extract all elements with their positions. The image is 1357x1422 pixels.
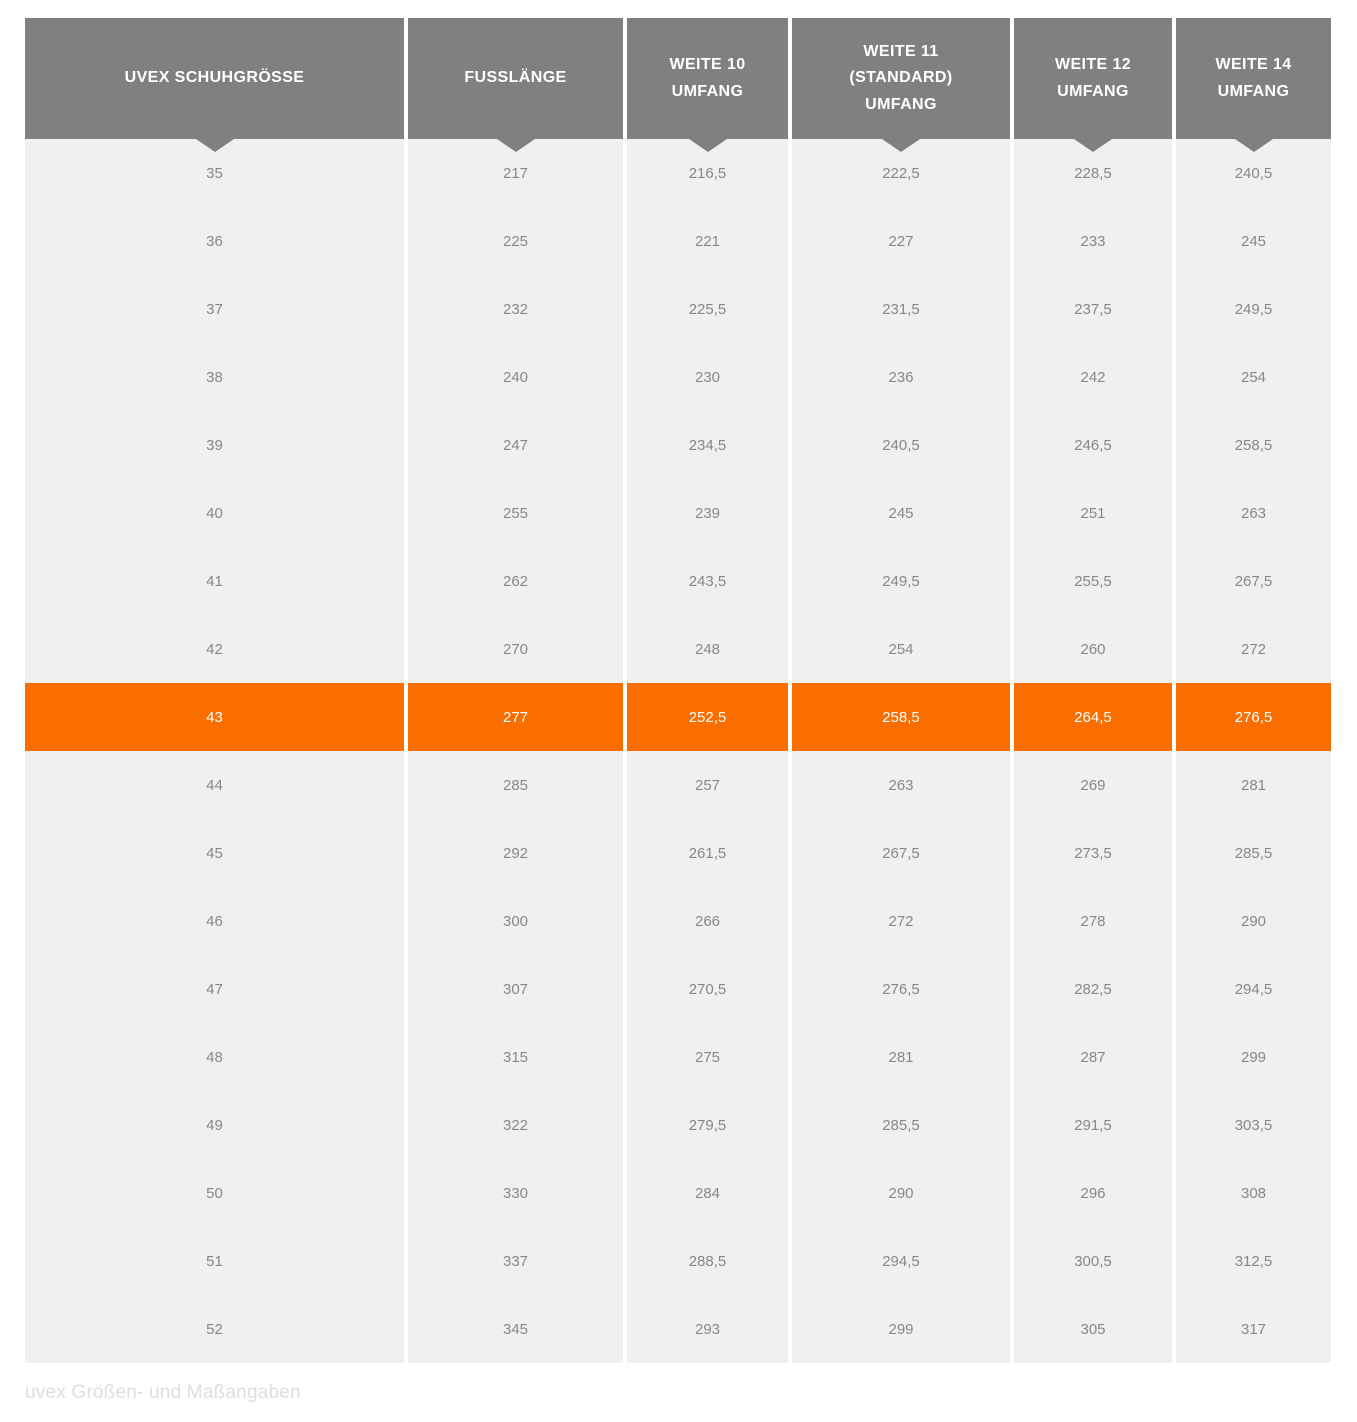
table-cell: 276,5 [792, 955, 1010, 1023]
table-row [25, 819, 1331, 887]
table-cell: 270 [408, 615, 623, 683]
table-cell: 228,5 [1014, 139, 1172, 207]
table-cell: 231,5 [792, 275, 1010, 343]
table-header-row [25, 18, 1331, 139]
column-header-label: WEITE 10 UMFANG [669, 56, 746, 100]
table-cell: 217 [408, 139, 623, 207]
table-row [25, 1091, 1331, 1159]
table-cell: 36 [25, 207, 404, 275]
table-cell: 290 [1176, 887, 1331, 955]
table-cell: 294,5 [1176, 955, 1331, 1023]
table-cell: 262 [408, 547, 623, 615]
table-cell: 239 [627, 479, 788, 547]
table-cell: 243,5 [627, 547, 788, 615]
table-cell: 39 [25, 411, 404, 479]
table-cell: 225,5 [627, 275, 788, 343]
table-cell: 276,5 [1176, 683, 1331, 751]
table-cell: 266 [627, 887, 788, 955]
table-cell: 312,5 [1176, 1227, 1331, 1295]
table-row [25, 1023, 1331, 1091]
table-cell: 291,5 [1014, 1091, 1172, 1159]
table-cell: 42 [25, 615, 404, 683]
table-cell: 245 [792, 479, 1010, 547]
column-header [1176, 18, 1331, 139]
table-row [25, 479, 1331, 547]
table-cell: 299 [1176, 1023, 1331, 1091]
table-cell: 269 [1014, 751, 1172, 819]
size-table [25, 18, 1331, 1363]
column-header-label: WEITE 11 (STANDARD) UMFANG [849, 42, 953, 113]
table-cell: 222,5 [792, 139, 1010, 207]
table-cell: 272 [1176, 615, 1331, 683]
table-cell: 44 [25, 751, 404, 819]
table-cell: 305 [1014, 1295, 1172, 1363]
table-cell: 255 [408, 479, 623, 547]
triangle-down-icon [882, 139, 920, 152]
table-cell: 221 [627, 207, 788, 275]
table-cell: 263 [792, 751, 1010, 819]
column-header-label: FUSSLÄNGE [464, 69, 567, 87]
table-cell: 290 [792, 1159, 1010, 1227]
table-cell: 282,5 [1014, 955, 1172, 1023]
table-cell: 41 [25, 547, 404, 615]
triangle-down-icon [689, 139, 727, 152]
table-cell: 281 [1176, 751, 1331, 819]
table-cell: 263 [1176, 479, 1331, 547]
table-cell: 287 [1014, 1023, 1172, 1091]
table-row [25, 1159, 1331, 1227]
table-cell: 249,5 [1176, 275, 1331, 343]
table-cell: 288,5 [627, 1227, 788, 1295]
table-cell: 240,5 [792, 411, 1010, 479]
table-cell: 317 [1176, 1295, 1331, 1363]
table-caption: uvex Größen- und Maßangaben [25, 1382, 301, 1403]
table-cell: 264,5 [1014, 683, 1172, 751]
table-row [25, 547, 1331, 615]
table-cell: 330 [408, 1159, 623, 1227]
table-cell: 267,5 [1176, 547, 1331, 615]
table-row [25, 887, 1331, 955]
table-cell: 284 [627, 1159, 788, 1227]
table-row [25, 1227, 1331, 1295]
table-cell: 345 [408, 1295, 623, 1363]
table-cell: 285 [408, 751, 623, 819]
table-cell: 38 [25, 343, 404, 411]
table-cell: 292 [408, 819, 623, 887]
table-cell: 227 [792, 207, 1010, 275]
table-cell: 285,5 [792, 1091, 1010, 1159]
table-cell: 52 [25, 1295, 404, 1363]
table-cell: 275 [627, 1023, 788, 1091]
table-cell: 240,5 [1176, 139, 1331, 207]
column-header [1014, 18, 1172, 139]
table-cell: 300 [408, 887, 623, 955]
table-row [25, 275, 1331, 343]
table-cell: 254 [792, 615, 1010, 683]
column-header [408, 18, 623, 139]
triangle-down-icon [196, 139, 234, 152]
table-cell: 248 [627, 615, 788, 683]
table-cell: 47 [25, 955, 404, 1023]
table-cell: 273,5 [1014, 819, 1172, 887]
table-cell: 232 [408, 275, 623, 343]
table-cell: 258,5 [1176, 411, 1331, 479]
table-cell: 308 [1176, 1159, 1331, 1227]
table-row [25, 751, 1331, 819]
table-cell: 281 [792, 1023, 1010, 1091]
table-cell: 37 [25, 275, 404, 343]
table-cell: 234,5 [627, 411, 788, 479]
table-cell: 293 [627, 1295, 788, 1363]
table-cell: 303,5 [1176, 1091, 1331, 1159]
table-cell: 46 [25, 887, 404, 955]
table-cell: 51 [25, 1227, 404, 1295]
table-cell: 48 [25, 1023, 404, 1091]
table-cell: 270,5 [627, 955, 788, 1023]
table-row [25, 1295, 1331, 1363]
table-row [25, 615, 1331, 683]
table-cell: 294,5 [792, 1227, 1010, 1295]
table-cell: 50 [25, 1159, 404, 1227]
table-row [25, 207, 1331, 275]
table-cell: 252,5 [627, 683, 788, 751]
table-row [25, 343, 1331, 411]
triangle-down-icon [1235, 139, 1273, 152]
table-cell: 337 [408, 1227, 623, 1295]
column-header-label: WEITE 12 UMFANG [1054, 56, 1132, 100]
column-header-label: WEITE 14 UMFANG [1215, 56, 1292, 100]
triangle-down-icon [497, 139, 535, 152]
table-cell: 277 [408, 683, 623, 751]
table-cell: 279,5 [627, 1091, 788, 1159]
table-cell: 307 [408, 955, 623, 1023]
table-cell: 45 [25, 819, 404, 887]
column-header [627, 18, 788, 139]
table-cell: 40 [25, 479, 404, 547]
table-cell: 249,5 [792, 547, 1010, 615]
table-body [25, 139, 1331, 1363]
table-cell: 233 [1014, 207, 1172, 275]
table-cell: 35 [25, 139, 404, 207]
table-cell: 254 [1176, 343, 1331, 411]
table-cell: 272 [792, 887, 1010, 955]
table-cell: 225 [408, 207, 623, 275]
table-cell: 247 [408, 411, 623, 479]
table-cell: 300,5 [1014, 1227, 1172, 1295]
table-cell: 258,5 [792, 683, 1010, 751]
table-cell: 322 [408, 1091, 623, 1159]
table-cell: 260 [1014, 615, 1172, 683]
table-cell: 240 [408, 343, 623, 411]
table-cell: 246,5 [1014, 411, 1172, 479]
table-cell: 49 [25, 1091, 404, 1159]
table-cell: 242 [1014, 343, 1172, 411]
table-cell: 267,5 [792, 819, 1010, 887]
table-cell: 285,5 [1176, 819, 1331, 887]
triangle-down-icon [1074, 139, 1112, 152]
table-cell: 257 [627, 751, 788, 819]
table-cell: 236 [792, 343, 1010, 411]
table-cell: 315 [408, 1023, 623, 1091]
table-cell: 230 [627, 343, 788, 411]
table-row [25, 411, 1331, 479]
table-cell: 216,5 [627, 139, 788, 207]
column-header-label: UVEX SCHUHGRÖSSE [124, 69, 305, 87]
table-cell: 251 [1014, 479, 1172, 547]
table-row-highlighted [25, 683, 1331, 751]
table-cell: 299 [792, 1295, 1010, 1363]
table-cell: 296 [1014, 1159, 1172, 1227]
table-row [25, 955, 1331, 1023]
table-cell: 278 [1014, 887, 1172, 955]
column-header [792, 18, 1010, 139]
table-cell: 255,5 [1014, 547, 1172, 615]
table-cell: 43 [25, 683, 404, 751]
table-cell: 245 [1176, 207, 1331, 275]
column-header [25, 18, 404, 139]
table-cell: 237,5 [1014, 275, 1172, 343]
table-cell: 261,5 [627, 819, 788, 887]
